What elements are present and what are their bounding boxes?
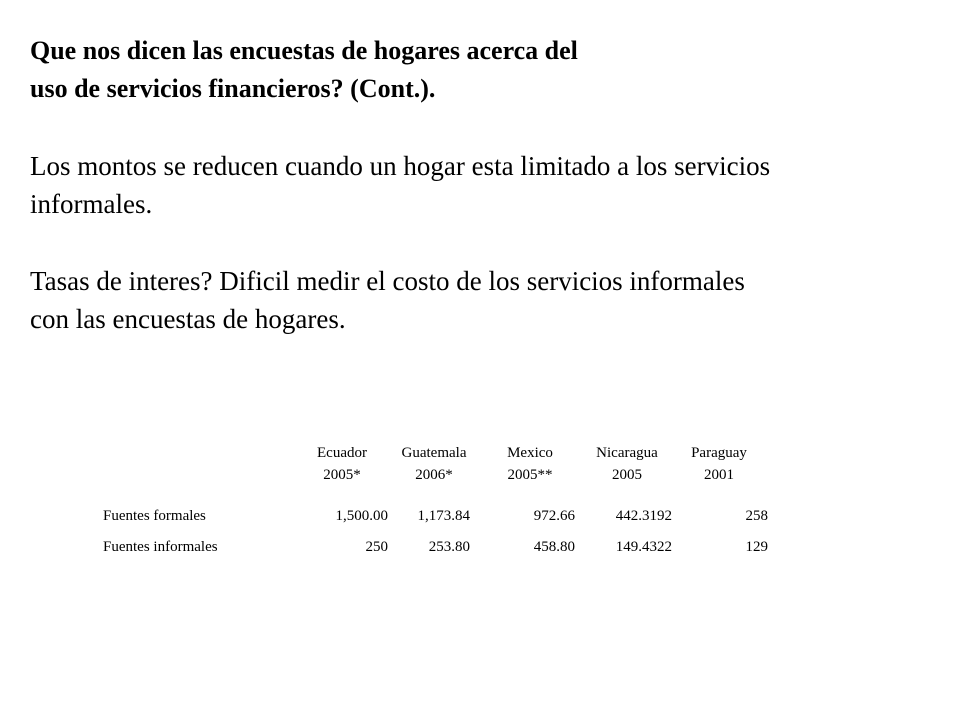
title-line-1: Que nos dicen las encuestas de hogares acerca del [30, 36, 578, 65]
column-year: 2005** [507, 467, 553, 483]
column-header-paraguay [664, 442, 774, 486]
paragraph-line: informales. [30, 189, 153, 219]
title-line-2: uso de servicios financieros? (Cont.). [30, 74, 436, 103]
column-country: Nicaragua [596, 445, 658, 461]
table-cell: 253.80 [428, 539, 470, 555]
table-cell: 1,173.84 [417, 508, 470, 524]
table-cell: 1,500.00 [335, 508, 388, 524]
column-year: 2005* [323, 467, 361, 483]
table-cell: 458.80 [533, 539, 575, 555]
paragraph-interest-rates [30, 262, 910, 338]
table-cell: 972.66 [533, 508, 575, 524]
row-label-informal: Fuentes informales [103, 539, 218, 555]
column-country: Ecuador [317, 445, 367, 461]
column-header-mexico [475, 442, 585, 486]
row-label-formal: Fuentes formales [103, 508, 206, 524]
column-country: Guatemala [401, 445, 467, 461]
table-cell: 442.3192 [615, 508, 672, 524]
table-cell: 129 [745, 539, 768, 555]
column-country: Paraguay [691, 445, 747, 461]
table-cell: 250 [365, 539, 388, 555]
paragraph-line: Tasas de interes? Dificil medir el costo de los servicios informales [30, 266, 745, 296]
paragraph-line: Los montos se reducen cuando un hogar esta limitado a los servicios [30, 151, 771, 181]
column-year: 2001 [704, 467, 734, 483]
column-year: 2005 [612, 467, 642, 483]
table-cell: 149.4322 [615, 539, 672, 555]
paragraph-amounts [30, 147, 910, 223]
paragraph-line: con las encuestas de hogares. [30, 304, 346, 334]
column-year: 2006* [415, 467, 453, 483]
slide-title [30, 32, 890, 108]
column-header-guatemala [379, 442, 489, 486]
column-country: Mexico [507, 445, 553, 461]
table-cell: 258 [745, 508, 768, 524]
